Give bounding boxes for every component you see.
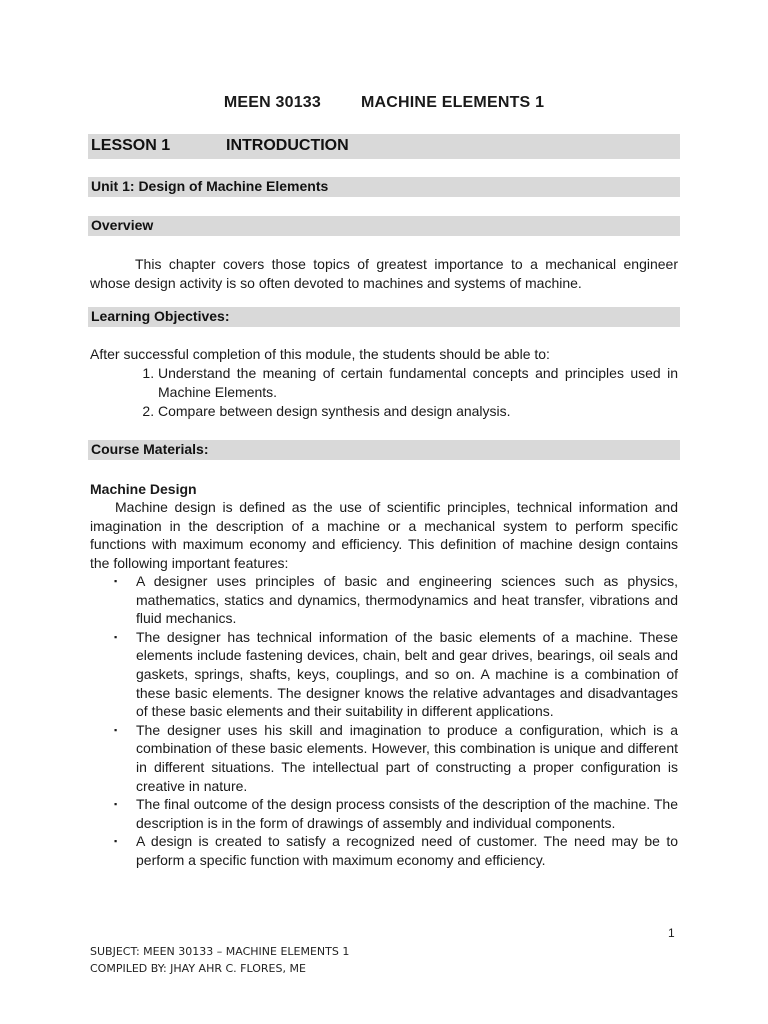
objectives-header-bar (88, 307, 680, 327)
overview-heading: Overview (91, 217, 154, 233)
bullet-icon: ▪ (114, 631, 118, 642)
materials-header-bar (88, 440, 680, 460)
feature-text: A designer uses principles of basic and engineering sciences such as physics, mathematics, statics and dynamics, thermodynamics and heat transfer, vibrations and fluid mechanics. (136, 573, 678, 627)
overview-paragraph: This chapter covers those topics of greatest importance to a mechanical engineer whose design activity is so often devoted to machines and systems of machine. (90, 256, 678, 291)
objectives-list (90, 364, 678, 421)
feature-text: The designer has technical information of the basic elements of a machine. These elements include fastening devices, chain, belt and gear drives, bearings, oil seals and gaskets, springs, shafts, keys, couplings, and so on. A machine is a combination of these basic elements. The designer knows the relative advantages and disadvantages of these basic elements and their suitability in different applications. (136, 628, 678, 720)
unit-title: Unit 1: Design of Machine Elements (91, 178, 329, 194)
footer-subject: SUBJECT: MEEN 30133 – MACHINE ELEMENTS 1 (90, 945, 350, 958)
objectives-heading: Learning Objectives: (91, 308, 230, 324)
list-item (90, 721, 678, 795)
feature-text: A design is created to satisfy a recognized need of customer. The need may be to perform a specific function with maximum economy and efficiency. (136, 833, 678, 868)
bullet-icon: ▪ (114, 836, 118, 847)
objectives-intro: After successful completion of this module, the students should be able to: (90, 346, 550, 362)
course-name: MACHINE ELEMENTS 1 (361, 94, 545, 111)
features-list (90, 572, 678, 870)
footer-compiled-by: COMPILED BY: JHAY AHR C. FLORES, ME (90, 962, 306, 975)
bullet-icon: ▪ (114, 576, 118, 586)
lesson-title: INTRODUCTION (226, 137, 349, 154)
overview-header-bar (88, 216, 680, 236)
bullet-icon: ▪ (114, 799, 118, 810)
unit-header-bar (88, 177, 680, 197)
list-item (90, 572, 678, 628)
machine-design-paragraph: Machine design is defined as the use of scientific principles, technical information and imagination in the description of a machine or a mechanical system to perform specific functions with maximum economy and efficiency. This definition of machine design contains the following important features: (90, 499, 678, 571)
list-item (90, 795, 678, 832)
machine-design-heading: Machine Design (90, 481, 197, 497)
objective-item: 2. Compare between design synthesis and design analysis. (158, 402, 678, 421)
lesson-label: LESSON 1 (91, 137, 171, 154)
page-number: 1 (668, 926, 675, 940)
materials-heading: Course Materials: (91, 441, 209, 457)
objective-item: 1. Understand the meaning of certain fundamental concepts and principles used in Machine Elements. (158, 364, 678, 402)
list-item (90, 832, 678, 869)
list-item (90, 628, 678, 721)
feature-text: The designer uses his skill and imagination to produce a configuration, which is a combination of these basic elements. However, this combination is unique and different in different situations. The intellectual part of constructing a proper configuration is creative in nature. (136, 721, 678, 794)
feature-text: The final outcome of the design process consists of the description of the machine. The description is in the form of drawings of assembly and individual components. (136, 796, 678, 831)
course-code: MEEN 30133 (223, 94, 321, 111)
bullet-icon: ▪ (114, 724, 118, 735)
lesson-header-bar (88, 134, 680, 159)
document-title (0, 94, 768, 112)
